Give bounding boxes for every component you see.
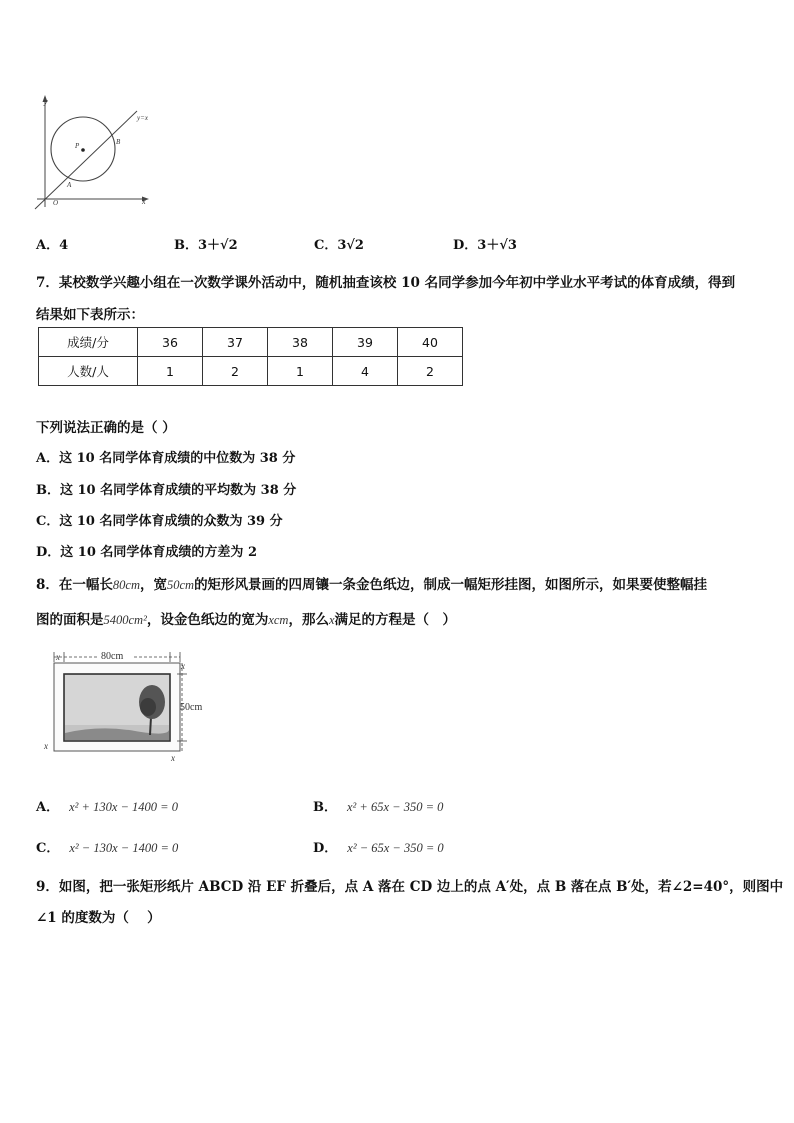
q8-option-b [313,796,443,815]
q8-option-d [313,837,444,856]
table-header-count: 人数/人 [39,357,138,386]
q6-option-a: A．4 [36,238,69,253]
option-letter: C． [36,841,60,856]
q8-stem-line2 [36,608,456,628]
q8-text: 图的面积是 [36,612,104,628]
border-width-label: x [44,741,48,751]
table-cell: 1 [138,357,203,386]
x-axis-label: x [142,197,146,206]
q9-stem-line1: 9．如图，把一张矩形纸片 ABCD 沿 EF 折叠后，点 A 落在 CD 边上的点 A′处，点 B 落在点 B′处，若∠2=40°，则图中 [36,879,784,895]
q6-circle-figure [33,93,158,211]
q8-framed-picture-figure [40,647,215,765]
table-cell: 37 [203,328,268,357]
point-a-label: A [67,181,72,189]
table-header-score: 成绩/分 [39,328,138,357]
q8-text: ，那么 [288,612,329,628]
table-cell: 40 [398,328,463,357]
border-width-label: x [171,753,175,763]
q8-text: ，设金色纸边的宽为 [146,612,269,628]
q8-math: 5400cm² [103,613,147,627]
q8-text: 满足的方程是（ ） [334,612,457,628]
q8-math: 80cm [112,578,140,592]
q7-prompt: 下列说法正确的是（ ） [36,420,176,436]
table-row [39,328,463,357]
q8-text: ，宽 [139,577,167,593]
origin-label: O [53,199,59,207]
table-cell: 4 [333,357,398,386]
q9-stem-line2: ∠1 的度数为（ ） [36,910,161,926]
point-p [81,148,85,152]
q8-math: xcm [268,613,289,627]
q6-option-c: C．3√2 [314,238,364,253]
width-label: 80cm [101,651,124,662]
table-cell: 2 [398,357,463,386]
q8-option-c [36,837,178,856]
q8-text: 8．在一幅长 [36,577,113,593]
option-equation: x² + 130x − 1400 = 0 [69,800,178,814]
tree-trunk [150,717,151,735]
table-cell: 39 [333,328,398,357]
y-axis-label: y [44,97,48,106]
line-label: y=x [137,114,148,122]
q7-option-d: D．这 10 名同学体育成绩的方差为 2 [36,545,257,560]
table-row [39,357,463,386]
option-letter: B． [313,800,337,815]
q7-option-b: B．这 10 名同学体育成绩的平均数为 38 分 [36,483,297,498]
border-width-label: x [181,661,185,671]
point-b-label: B [116,138,121,146]
q8-option-a [36,796,178,815]
option-equation: x² + 65x − 350 = 0 [347,800,444,814]
q8-math: 50cm [166,578,195,592]
line-y-equals-x [35,111,137,209]
q6-option-d: D．3＋√3 [453,238,517,253]
option-equation: x² − 65x − 350 = 0 [347,841,444,855]
q8-text: 的矩形风景画的四周镶一条金色纸边，制成一幅矩形挂图，如图所示，如果要使整幅挂 [194,577,708,593]
border-width-label: x [56,652,60,662]
table-cell: 38 [268,328,333,357]
q7-stem-line2: 结果如下表所示： [36,307,144,323]
table-cell: 1 [268,357,333,386]
table-cell: 2 [203,357,268,386]
point-p-label: P [75,142,80,150]
table-cell: 36 [138,328,203,357]
q8-math: x [328,613,335,627]
q7-option-c: C．这 10 名同学体育成绩的众数为 39 分 [36,514,283,529]
q7-option-a: A．这 10 名同学体育成绩的中位数为 38 分 [36,451,296,466]
option-equation: x² − 130x − 1400 = 0 [69,841,179,855]
option-letter: D． [313,841,338,856]
q6-option-b: B．3＋√2 [174,238,238,253]
q7-stem-line1: 7．某校数学兴趣小组在一次数学课外活动中，随机抽查该校 10 名同学参加今年初中学业水平考试的体育成绩，得到 [36,275,736,291]
height-label: 50cm [180,702,203,713]
tree-crown-dark [140,698,156,716]
option-letter: A． [36,800,60,815]
q8-stem-line1 [36,573,707,593]
q7-score-table [38,327,463,386]
